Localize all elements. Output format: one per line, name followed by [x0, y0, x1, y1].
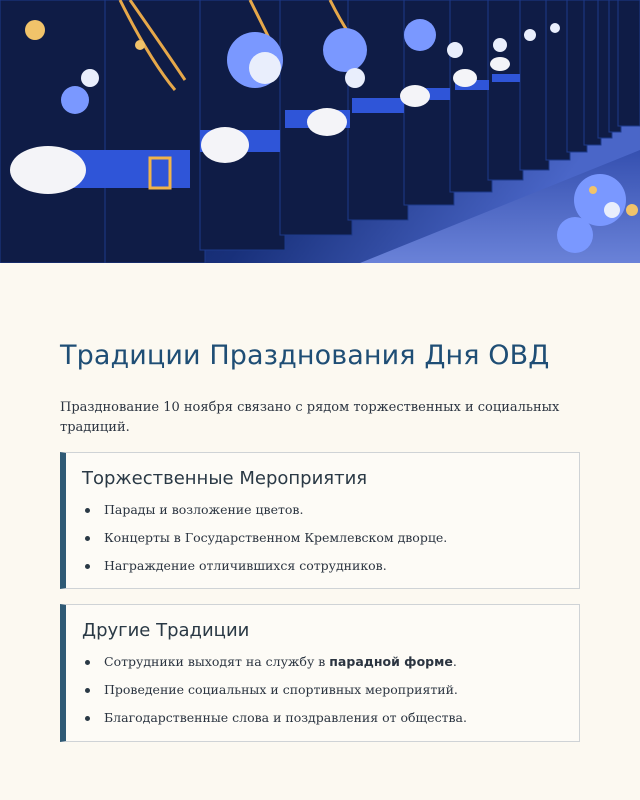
- list-item: Проведение социальных и спортивных мероприятий.: [82, 681, 561, 699]
- intro-text: Празднование 10 ноября связано с рядом торжественных и социальных традиций.: [60, 400, 560, 435]
- section-list: [82, 653, 561, 727]
- main-content: [60, 338, 580, 742]
- page-title: Традиции Празднования Дня ОВД: [60, 340, 550, 371]
- list-item: Награждение отличившихся сотрудников.: [82, 557, 561, 575]
- list-item: Сотрудники выходят на службу в парадной форме.: [82, 653, 561, 671]
- section-title: Торжественные Мероприятия: [82, 468, 368, 489]
- bold-phrase: парадной форме: [329, 654, 453, 669]
- section-list: [82, 501, 561, 575]
- list-item: Благодарственные слова и поздравления от общества.: [82, 709, 561, 727]
- section-card-ceremonial: [60, 452, 580, 589]
- parade-officers-illustration: [0, 0, 640, 263]
- section-card-other: [60, 604, 580, 742]
- hero-illustration: [0, 0, 640, 263]
- section-title: Другие Традиции: [82, 620, 250, 641]
- list-item: Концерты в Государственном Кремлевском дворце.: [82, 529, 561, 547]
- list-item: Парады и возложение цветов.: [82, 501, 561, 519]
